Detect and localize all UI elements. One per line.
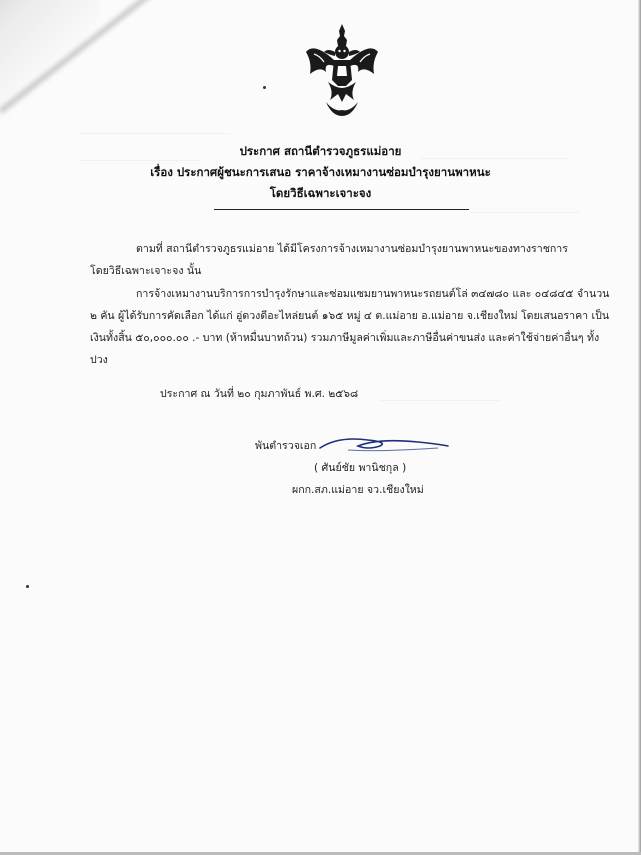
handwritten-signature [318, 432, 450, 454]
announcement-date: ประกาศ ณ วันที่ ๒๐ กุมภาพันธ์ พ.ศ. ๒๕๖๘ [160, 388, 359, 400]
body-paragraph-2-line-2: ๒ คัน ผู้ได้รับการคัดเลือก ได้แก่ อู่ดวงดีอะไหล่ยนต์ ๑๖๕ หมู่ ๔ ต.แม่อาย อ.แม่อาย จ.เชียงใหม่ โดยเสนอราคา เป็น [90, 310, 610, 322]
procurement-method: โดยวิธีเฉพาะเจาะจง [269, 186, 372, 200]
body-paragraph-1-line-1: ตามที่ สถานีตำรวจภูธรแม่อาย ได้มีโครงการจ้างเหมางานซ่อมบำรุงยานพาหนะของทางราชการ [136, 243, 568, 255]
body-paragraph-1-line-2: โดยวิธีเฉพาะเจาะจง นั้น [90, 265, 202, 277]
announcement-title: ประกาศ สถานีตำรวจภูธรแม่อาย [239, 144, 402, 158]
announcement-subject: เรื่อง ประกาศผู้ชนะการเสนอ ราคาจ้างเหมางานซ่อมบำรุงยานพาหนะ [150, 165, 491, 179]
scan-speck [26, 585, 29, 588]
signer-position: ผกก.สภ.แม่อาย จว.เชียงใหม่ [292, 484, 424, 496]
body-paragraph-2-line-1: การจ้างเหมางานบริการการบำรุงรักษาและซ่อมแซมยานพาหนะรถยนต์โล่ ๓๔๗๘๐ และ ๐๔๘๔๕ จำนวน [136, 288, 610, 300]
scan-speck [263, 86, 266, 89]
body-paragraph-2-line-4: ปวง [90, 354, 108, 366]
signer-rank: พันตำรวจเอก [255, 440, 317, 452]
signer-name: ( ศันย์ชัย พานิชกุล ) [314, 462, 407, 474]
body-paragraph-2-line-3: เงินทั้งสิ้น ๕๐,๐๐๐.๐๐ .- บาท (ห้าหมื่นบาทถ้วน) รวมภาษีมูลค่าเพิ่มและภาษีอื่นค่าขนส่ง และค่าใช้จ่ายค่าอื่นๆ ทั้ง [90, 332, 600, 344]
garuda-emblem [304, 22, 380, 118]
header-divider [214, 209, 469, 210]
